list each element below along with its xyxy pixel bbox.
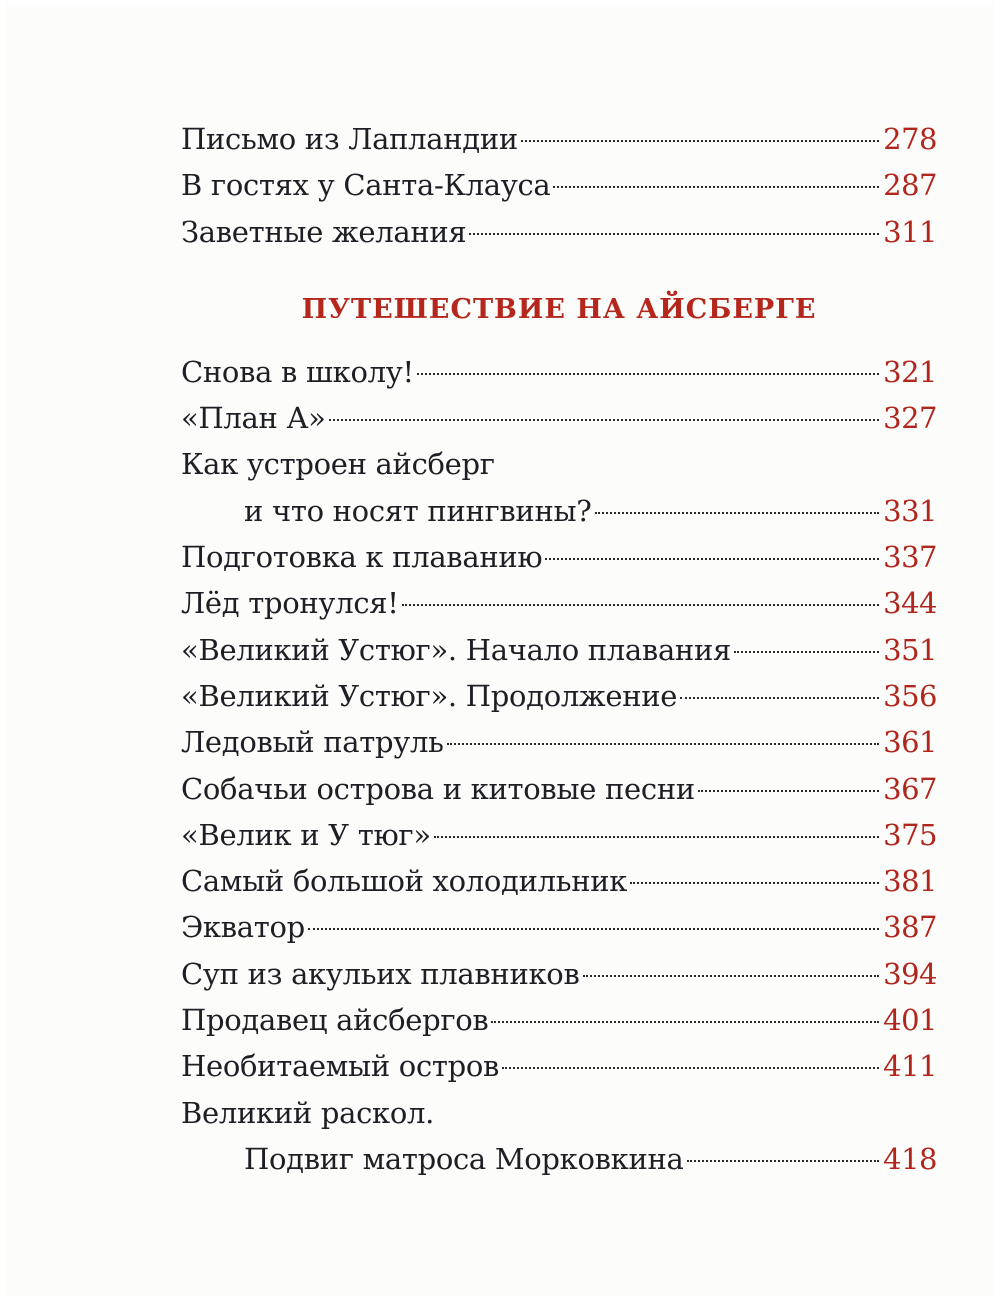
toc-entry-title: Суп из акульих плавников [181, 956, 580, 991]
toc-entry-title: Письмо из Лапландии [181, 122, 518, 156]
dot-leader [417, 373, 879, 375]
toc-entry-page: 381 [883, 864, 937, 899]
toc-entry-title: Лёд тронулся! [181, 586, 399, 621]
dot-leader [595, 512, 880, 514]
toc-entry[interactable] [181, 209, 937, 255]
toc-entry-title: Подвиг матроса Морковкина [244, 1141, 684, 1176]
toc-entry-page: 387 [883, 910, 937, 945]
toc-entry[interactable] [181, 997, 937, 1043]
toc-entry-first-line[interactable]: Как устроен айсберг [181, 447, 495, 482]
toc-entry[interactable] [181, 580, 937, 626]
dot-leader [447, 743, 880, 745]
toc-entry-page: 356 [883, 678, 937, 713]
dot-leader [630, 882, 879, 884]
toc-entry[interactable] [181, 534, 937, 580]
toc-entry[interactable] [181, 766, 937, 812]
toc-entry-first-line[interactable]: Великий раскол. [181, 1095, 435, 1130]
toc-entry-page: 411 [883, 1049, 937, 1084]
dot-leader [583, 975, 880, 977]
toc-entry-title: и что носят пингвины? [244, 493, 592, 528]
toc-entry[interactable] [181, 719, 937, 765]
section-heading: ПУТЕШЕСТВИЕ НА АЙСБЕРГЕ [301, 293, 817, 325]
toc-entry-page: 327 [883, 401, 937, 436]
toc-entry[interactable] [181, 488, 937, 534]
toc-entry-title: «Великий Устюг». Продолжение [181, 678, 678, 713]
toc-entry[interactable] [181, 1136, 937, 1182]
toc-entry[interactable] [181, 395, 937, 441]
dot-leader [687, 1160, 880, 1162]
toc-entry-page: 367 [883, 771, 937, 806]
toc-entry[interactable] [181, 162, 937, 208]
toc-entry-title: «План А» [181, 401, 326, 436]
toc-entry-title: Собачьи острова и китовые песни [181, 771, 695, 806]
toc-entry-title: Заветные желания [181, 214, 467, 249]
toc-entry-title: Экватор [181, 910, 305, 945]
toc-entry-page: 394 [883, 956, 937, 991]
dot-leader [329, 419, 880, 421]
toc-entry-page: 375 [883, 817, 937, 852]
toc-entry[interactable] [181, 1043, 937, 1089]
toc-entry[interactable] [181, 951, 937, 997]
dot-leader [521, 140, 879, 142]
toc-entry-page: 331 [883, 493, 937, 528]
toc-entry-title: Ледовый патруль [181, 725, 444, 760]
dot-leader [469, 233, 879, 235]
dot-leader [402, 604, 880, 606]
toc-entry[interactable] [181, 812, 937, 858]
toc-entry-title: Подготовка к плаванию [181, 540, 543, 575]
toc-entry-title: «Великий Устюг». Начало плавания [181, 632, 731, 667]
toc-entry-page: 361 [883, 725, 937, 760]
dot-leader [545, 558, 879, 560]
toc-entry-title: Самый большой холодильник [181, 864, 628, 899]
toc-entry-page: 344 [883, 586, 937, 621]
toc-entry-page: 311 [883, 214, 937, 249]
toc-entry[interactable] [181, 627, 937, 673]
toc-entry-page: 278 [883, 122, 937, 156]
toc-entry-page: 418 [883, 1141, 937, 1176]
toc-entry[interactable] [181, 904, 937, 950]
toc-entry-page: 401 [883, 1003, 937, 1038]
dot-leader [308, 928, 879, 930]
toc-entry-page: 287 [883, 168, 937, 203]
toc-entry-page: 321 [883, 354, 937, 389]
toc-entry-title: Необитаемый остров [181, 1049, 500, 1084]
dot-leader [553, 186, 879, 188]
toc-entry-title: Продавец айсбергов [181, 1003, 489, 1038]
dot-leader [434, 836, 879, 838]
toc-entry-title: В гостях у Санта-Клауса [181, 168, 551, 203]
dot-leader [502, 1067, 879, 1069]
toc-entry[interactable] [181, 858, 937, 904]
toc-entry-page: 337 [883, 540, 937, 575]
toc-entry-title: «Велик и У тюг» [181, 817, 431, 852]
toc-entry[interactable] [181, 673, 937, 719]
dot-leader [491, 1021, 879, 1023]
toc-entry[interactable] [181, 116, 937, 162]
dot-leader [734, 651, 879, 653]
book-page [6, 4, 994, 1296]
dot-leader [680, 697, 879, 699]
toc-entry-title: Снова в школу! [181, 354, 414, 389]
toc-entry-page: 351 [883, 632, 937, 667]
table-of-contents [181, 116, 937, 1182]
dot-leader [698, 790, 879, 792]
